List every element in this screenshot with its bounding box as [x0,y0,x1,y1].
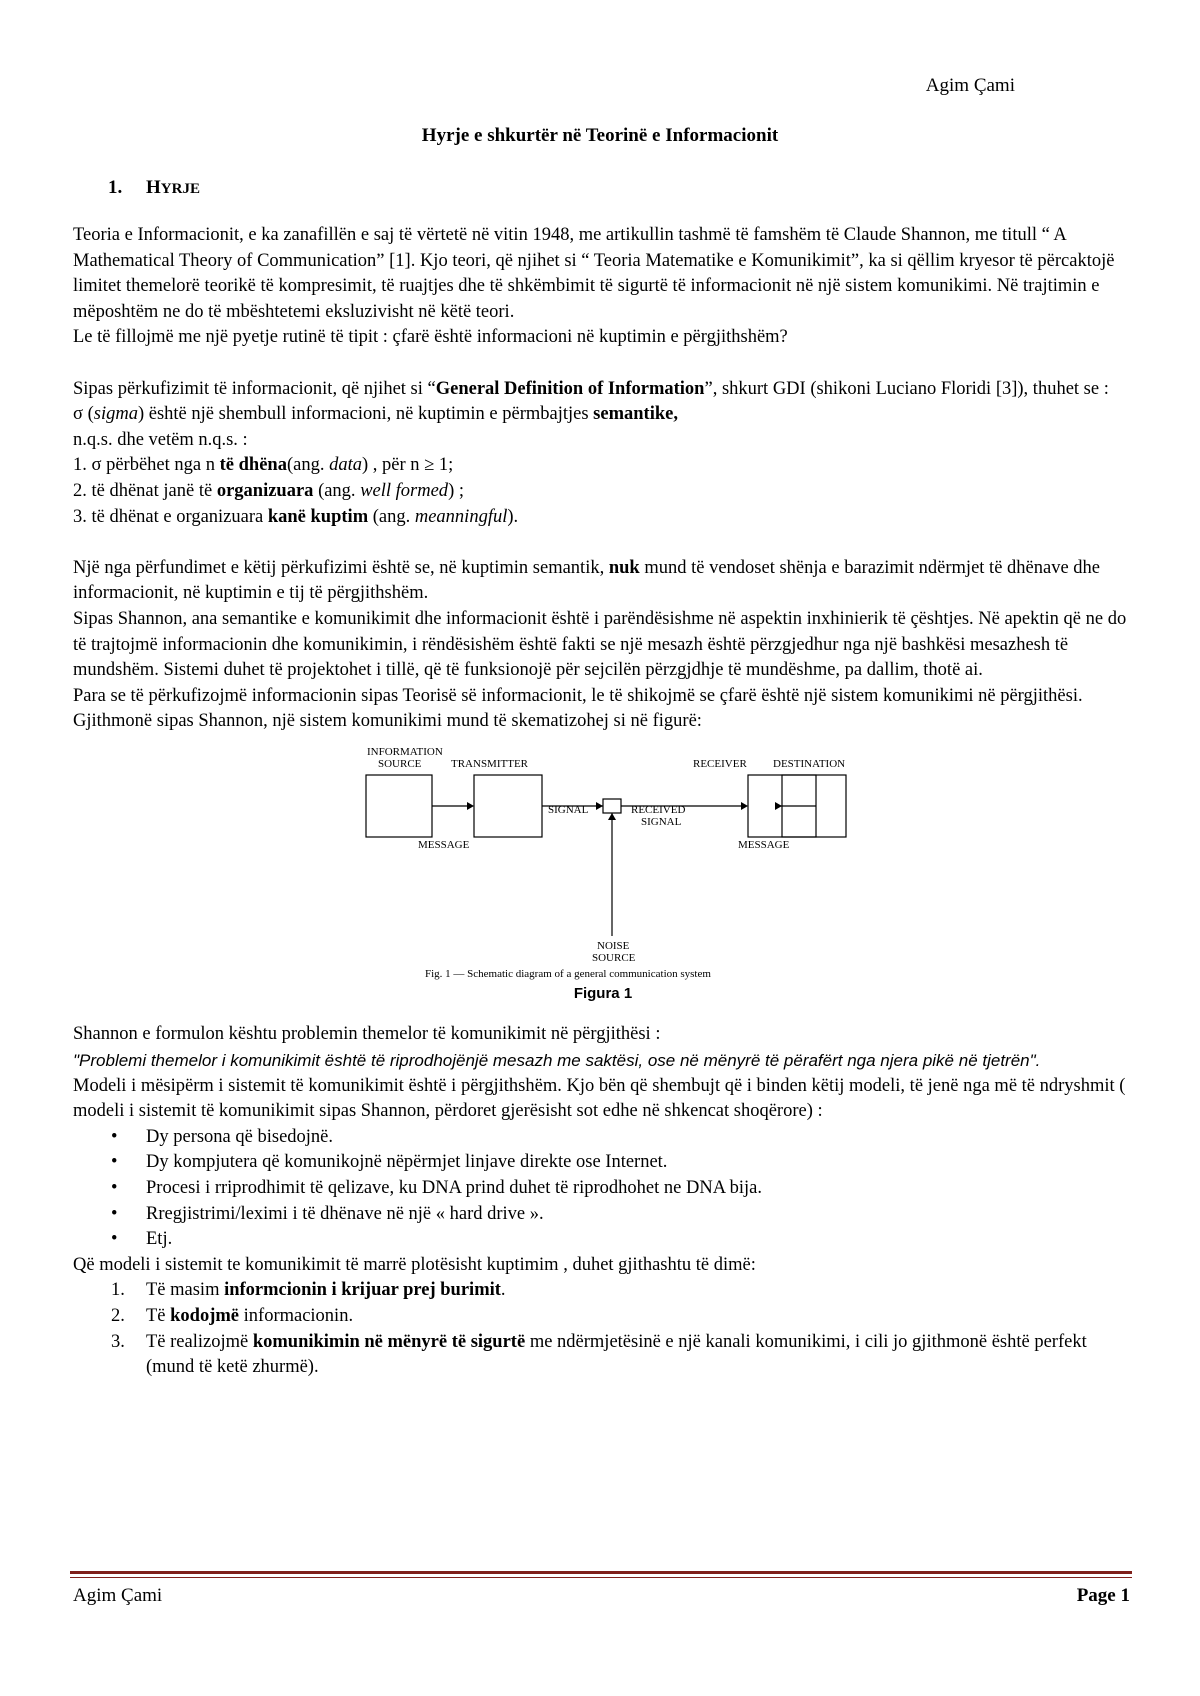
list-item: • Rregjistrimi/leximi i të dhënave në një « hard drive ». [111,1203,544,1224]
paragraph-sigma: σ (sigma) është një shembull informacioni, në kuptimin e përmbajtjes semantike, [73,404,678,425]
list-item: • Dy persona që bisedojnë. [111,1126,334,1147]
quote-problem: "Problemi themelor i komunikimit është të riprodhojënjë mesazh me saktësi, ose në mënyrë të përafërt nga njera pikë në tjetrën". [73,1051,1041,1071]
label-received-signal: RECEIVED [631,803,686,816]
figure-caption: Fig. 1 — Schematic diagram of a general communication system [425,967,711,980]
communication-diagram [73,741,1133,1002]
list-item: • Dy kompjutera që komunikojnë nëpërmjet linjave direkte ose Internet. [111,1152,668,1173]
section-number: 1. [108,177,123,198]
label-information-source: INFORMATION [367,745,443,758]
figure-label: Figura 1 [573,984,633,1002]
label-message-right: MESSAGE [738,838,790,851]
paragraph-conclusion: Një nga përfundimet e këtij përkufizimi është se, në kuptimin semantik, nuk mund të vendoset shënja e barazimit ndërmjet të dhënave dhe informacionit, në kuptimin e tij të përgjithshëm. [73,557,1100,604]
label-noise-source-2: SOURCE [592,951,636,964]
paragraph-shannon-semantics: Sipas Shannon, ana semantike e komunikimit dhe informacionit është i parëndësishme në aspektin inxhinierik të çështjes. Në apektin që ne do të trajtojmë informacionin dhe komunikimin, i rëndësishëm është fakti se një mesazh është përzgjedhur nga një bashkësi mesazhesh të mundshëm. Sistemi duhet të projektohet i tillë, që të funksionojë për sejcilën përzgjdhje të mundëshme, pa dallim, thotë ai. [73,608,1127,681]
paragraph-problem: Shannon e formulon kështu problemin themelor të komunikimit në përgjithësi : [73,1024,661,1045]
label-message-left: MESSAGE [418,838,470,851]
definition-item-1: 1. σ përbëhet nga n të dhëna(ang. data) , për n ≥ 1; [73,455,454,476]
list-item: 1. Të masim informcionin i krijuar prej burimit. [111,1280,506,1301]
footer-author: Agim Çami [73,1585,163,1606]
paragraph-model: Modeli i mësipërm i sistemit të komunikimit është i përgjithshëm. Kjo bën që shembujt që i binden këtij modeli, të jenë nga më të ndryshmit ( modeli i sistemit të komunikimit sipas Shannon, përdoret gjerësisht sot edhe në shkencat shoqërore) : [73,1075,1126,1122]
label-transmitter: TRANSMITTER [451,757,528,770]
paragraph-condition: n.q.s. dhe vetëm n.q.s. : [73,429,248,450]
label-information-source-2: SOURCE [378,757,422,770]
paragraph-gdi: Sipas përkufizimit të informacionit, që njihet si “General Definition of Information”, shkurt GDI (shikoni Luciano Floridi [3]), thuhet se : [73,378,1109,399]
definition-item-2: 2. të dhënat janë të organizuara (ang. well formed) ; [73,480,464,501]
label-destination: DESTINATION [773,757,846,770]
list-item: 3. Të realizojmë komunikimin në mënyrë të sigurtë me ndërmjetësinë e një kanali komunikimi, i cili jo gjithmonë është perfekt (mund të ketë zhurmë). [111,1331,1087,1378]
paragraph-intro: Teoria e Informacionit, e ka zanafillën e saj të vërtetë në vitin 1948, me artikullin tashmë të famshëm të Claude Shannon, me titull “ A Mathematical Theory of Communication” [1]. Kjo teori, që njihet si “ Teoria Matematike e Komunikimit”, ka si qëllim kryesor të përcaktojë limitet themelorë teorikë të kompresimit, të ruajtjes dhe të shkëmbimit të sigurtë të informacionit në një sistem komunikimi. Në trajtimin e mëposhtëm ne do të mbështetemi eksluzivisht në këtë teori. [73,225,1115,322]
label-noise-source: NOISE [597,939,630,952]
list-item: • Procesi i rriprodhimit të qelizave, ku DNA prind duhet të riprodhohet ne DNA bija. [111,1178,763,1199]
list-item: 2. Të kodojmë informacionin. [111,1306,354,1326]
examples-list [73,1125,1133,1253]
header-author: Agim Çami [925,75,1015,96]
paragraph-requirements: Që modeli i sistemit te komunikimit të marrë plotësisht kuptimim , duhet gjithashtu të dimë: [73,1254,756,1275]
label-signal: SIGNAL [548,803,589,816]
requirements-list [73,1278,1133,1380]
document-body [73,223,1133,1381]
footer-divider-thin [70,1577,1132,1578]
footer-divider [70,1571,1132,1574]
section-heading-rest: YRJE [160,181,200,197]
section-heading-initial: H [146,177,161,198]
definition-item-3: 3. të dhënat e organizuara kanë kuptim (ang. meanningful). [73,506,519,527]
page-number: Page 1 [1076,1585,1130,1606]
label-receiver: RECEIVER [693,757,747,770]
paragraph-question: Le të fillojmë me një pyetje rutinë të tipit : çfarë është informacioni në kuptimin e përgjithshëm? [73,327,788,348]
section-heading [108,177,200,199]
label-received-signal-2: SIGNAL [641,815,682,828]
paragraph-figure-intro: Gjithmonë sipas Shannon, një sistem komunikimi mund të skematizohej si në figurë: [73,711,702,732]
document-title: Hyrje e shkurtër në Teorinë e Informacionit [421,125,779,146]
list-item: • Etj. [111,1229,173,1250]
paragraph-system-intro: Para se të përkufizojmë informacionin sipas Teorisë së informacionit, le të shikojmë se çfarë është një sistem komunikimi në përgjithësi. [73,685,1083,706]
